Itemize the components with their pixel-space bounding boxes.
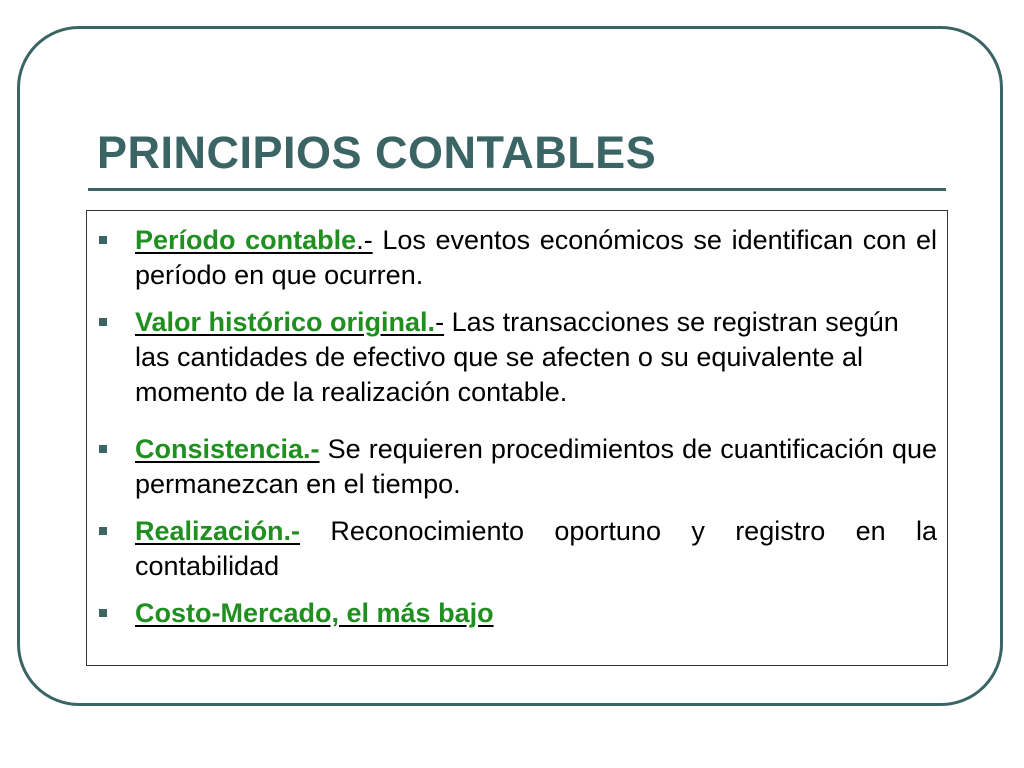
bullet-separator: .- [356, 225, 373, 255]
bullet-costo-mercado [87, 596, 937, 631]
slide-title: PRINCIPIOS CONTABLES [97, 127, 657, 178]
bullet-text: Los eventos económicos se identifican con el período en que ocurren. [135, 225, 937, 290]
bullet-term: Costo-Mercado, el más bajo [135, 598, 494, 628]
bullet-term: Valor histórico original. [135, 307, 436, 337]
square-bullet-icon [99, 445, 107, 453]
bullet-term: Consistencia.- [135, 434, 320, 464]
bullet-text: Reconocimiento oportuno y registro en la contabilidad [135, 516, 937, 581]
bullet-separator: - [435, 307, 445, 337]
bullet-realizacion [87, 514, 937, 584]
bullet-text: Se requieren procedimientos de cuantificación que permanezcan en el tiempo. [135, 434, 937, 499]
square-bullet-icon [99, 527, 107, 535]
title-divider [88, 188, 946, 191]
square-bullet-icon [99, 609, 107, 617]
content-box [86, 210, 948, 666]
bullet-term: Realización.- [135, 516, 301, 546]
bullet-text: Las transacciones se registran según las cantidades de efectivo que se afecten o su equivalente al momento de la realización contable. [135, 307, 899, 407]
bullet-periodo-contable [87, 223, 937, 293]
bullet-valor-historico [87, 305, 937, 410]
square-bullet-icon [99, 318, 107, 326]
bullet-consistencia [87, 432, 937, 502]
square-bullet-icon [99, 236, 107, 244]
bullet-term: Período contable [135, 225, 357, 255]
bullet-list [87, 223, 937, 631]
